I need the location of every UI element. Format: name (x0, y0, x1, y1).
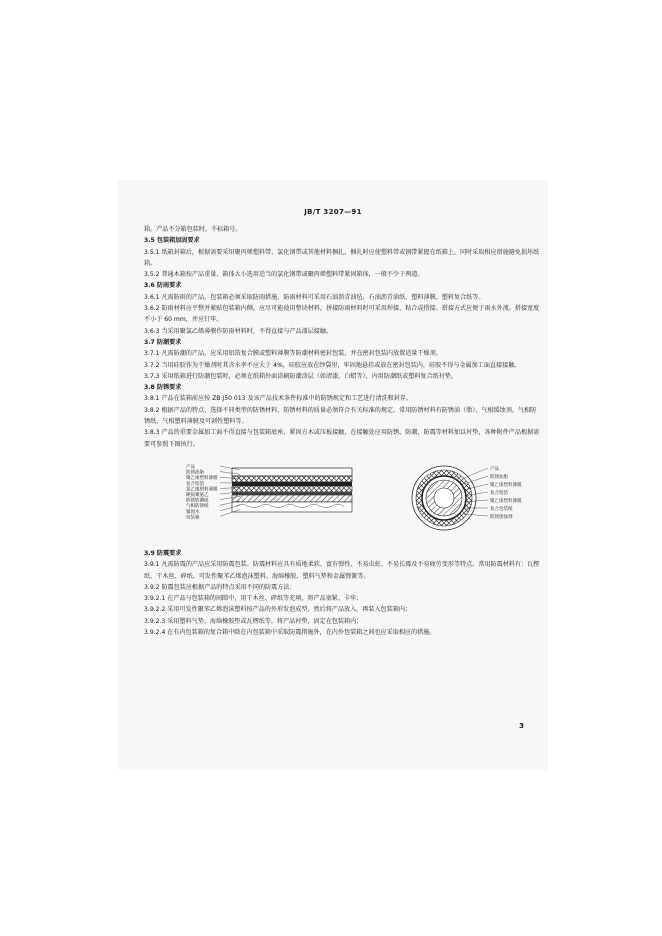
layer-diagram (144, 458, 540, 538)
paragraph: 3.5.2 普通木箱按产品重量、箱体大小选用适当的氯化钢带或聚丙烯塑料带紧固箱体，一般不少于两道。 (144, 271, 424, 279)
figure-label: 防锈油脂 (186, 470, 204, 476)
figure-label: 包装箱 (186, 515, 200, 521)
right-layer-drawing (412, 466, 476, 530)
figure-label: 防锈油脂 (490, 474, 508, 480)
leader-line (220, 510, 240, 517)
section-heading: 3.5 包装箱加固要求 (144, 237, 200, 245)
paragraph: 箱。产品不分箱包装时，不标箱号。 (144, 226, 242, 233)
paragraph: 3.7.3 采用纸箱进行防潮包装时，必须在纸箱外面涂刷防潮涂层（如清漆，白蜡等），内用防潮纸或塑料复合纸衬垫。 (144, 372, 457, 380)
paragraph: 3.8.3 产品的重要金属加工面不得直接与包装箱底座、紧固方木或压板接触，在接触处应用防锈、防潮、防震等材料加以衬垫，各种附件产品根据需要可参照下图执行。 (144, 429, 540, 448)
paragraph: 3.6.3 当采用聚氯乙烯薄膜作防雨材料时，不得直接与产品漆层接触。 (144, 327, 333, 335)
figure-label: 复合铝箔 (186, 481, 204, 487)
paragraph: 3.8.1 产品在装箱前应按 ZB J50 013 及该产品技术条件标准中的防锈规定和工艺进行清洗和封存。 (144, 395, 413, 403)
figure-label: 紧固木 (186, 509, 200, 515)
document-page (118, 180, 548, 770)
paragraph: 3.9.2.3 采用塑料气垫、海绵橡胶垫或瓦楞纸等，将产品衬垫，固定在包装箱内； (144, 617, 363, 625)
figure-label: 聚乙烯塑料薄膜 (490, 482, 522, 488)
section-heading: 3.7 防潮要求 (144, 338, 182, 346)
page-number: 3 (519, 722, 524, 730)
figure-label: 聚乙烯塑料薄膜 (186, 476, 218, 482)
paragraph: 3.9.2.4 在有内包装箱的复合箱中除在内包装箱中采取防震措施外，在内外包装箱之间也应采取相应的措施。 (144, 629, 436, 637)
figure-label: 复合铝箔 (490, 490, 508, 496)
paragraph: 3.9.2.2 采用可发性聚苯乙烯泡沫塑料按产品的外形发泡成型，然后将产品放入，再装入包装箱内； (144, 606, 412, 614)
packaging-layer-figure (144, 458, 540, 538)
figure-label: 防锈防潮纸 (186, 498, 209, 504)
figure-label: 产品 (490, 466, 499, 472)
paragraph: 3.7.1 凡需防潮的产品，应采用铝箔复合膜或塑料薄膜等防潮材料密封包装，并在密封包装内放置适量干燥剂。 (144, 350, 442, 358)
figure-label: 硬质聚氨乙 (186, 492, 209, 498)
figure-label: 防锈缓蚀剂 (490, 514, 513, 520)
figure-label: 氯乙烯塑料薄膜 (186, 487, 218, 493)
paragraph: 3.9.1 凡需防震的产品应采用防震包装。防震材料应具有质地柔软、富有弹性、不易虫蛀、不易长霉及不易疲劳变形等特点。常用防震材料有：瓦楞纸、干木丝、碎纸、可发性聚苯乙烯泡沫塑料、海绵橡胶、塑料气垫和金属弹簧等。 (144, 561, 540, 580)
paragraph: 3.7.2 当用硅胶作为干燥剂时其含水率不应大于 4%，硅胶应放在纱袋里，牢固地悬挂或放在密封包装内，硅胶不得与金属加工面直接接触。 (144, 361, 521, 369)
leader-line (464, 468, 488, 478)
paragraph: 3.8.2 根据产品的特点，选择不同类型的防锈材料，防锈材料的质量必须符合有关标准的规定。常用防锈材料有防锈油（脂），气相缓蚀剂，气相防锈纸，气相塑料薄膜及可剥性塑料等。 (144, 406, 537, 426)
page-header: JB/T 3207—91 (304, 208, 362, 216)
left-layer-drawing (232, 468, 352, 512)
figure-label: 复合包装纸 (490, 506, 513, 512)
figure-label: 聚乙烯塑料薄膜 (490, 498, 522, 504)
paragraph: 3.5.1 纸箱封箱后，根据需要采用聚丙烯塑料带、氯化钢带或其他材料捆扎，捆扎时应使塑料带或钢带紧握在纸箱上，同时采取相应措施避免损坏纸箱。 (144, 248, 540, 267)
paragraph: 3.9.2 防震包装应根据产品的特点采用不同的防震方法： (144, 583, 296, 591)
figure-label: 气相防锈纸 (186, 504, 209, 510)
section-heading: 3.8 防锈要求 (144, 384, 182, 392)
section-heading: 3.9 防震要求 (144, 549, 182, 557)
paragraph: 3.6.2 防雨材料应平整并紧贴包装箱内侧，应尽可能使用整块材料，拼接防雨材料时可采用焊接、粘合或搭接。搭接方式应便于雨水外流。搭接宽度不小于 60 mm，并应钉牢。 (144, 305, 540, 324)
paragraph: 3.9.2.1 在产品与包装箱的间隙中，用干木丝、碎纸等充填，将产品塞紧、卡牢； (144, 595, 363, 603)
figure-label: 产品 (186, 464, 195, 470)
paragraph: 3.6.1 凡需防雨的产品，包装箱必须采取防雨措施，防雨材料可采用石油沥青油毡、石油沥青油纸、塑料薄膜、塑料复合纸等。 (144, 293, 485, 301)
body-text (144, 224, 540, 638)
section-heading: 3.6 防雨要求 (144, 282, 182, 290)
